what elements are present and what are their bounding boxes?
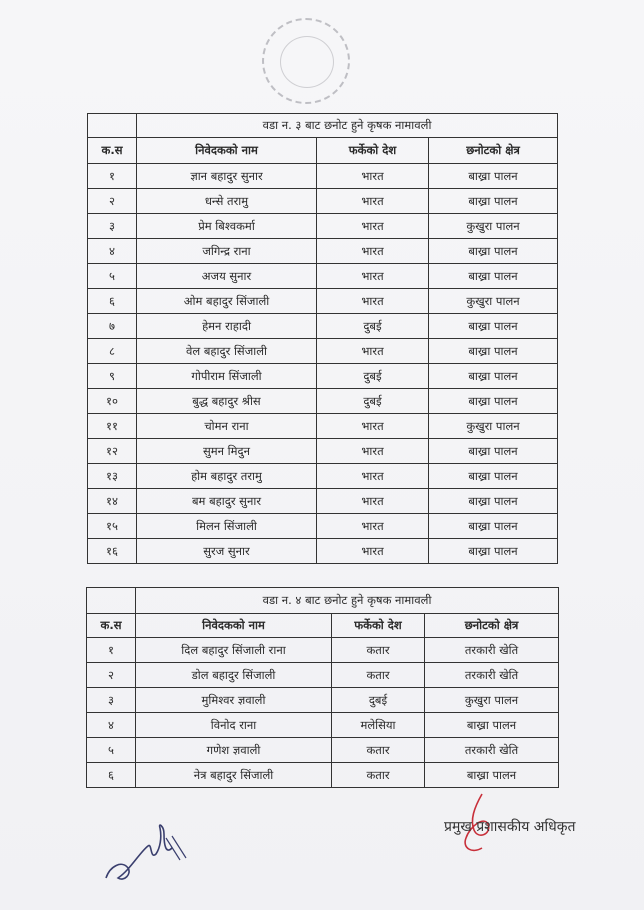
cell-applicant-name: जगिन्द्र राना [137,239,317,264]
cell-applicant-name: गोपीराम सिंजाली [137,364,317,389]
cell-selection-area: बाख्रा पालन [429,464,558,489]
cell-selection-area: बाख्रा पालन [425,763,559,788]
cell-returned-country: दुबई [317,364,429,389]
header-serial: क.स [87,614,136,638]
cell-returned-country: भारत [317,464,429,489]
cell-applicant-name: ज्ञान बहादुर सुनार [137,164,317,189]
cell-applicant-name: विनोद राना [136,713,332,738]
cell-applicant-name: नेत्र बहादुर सिंजाली [136,763,332,788]
cell-returned-country: दुबई [317,314,429,339]
chief-administrative-officer-label: प्रमुख प्रशासकीय अधिकृत [444,819,576,835]
cell-serial: १३ [88,464,137,489]
cell-returned-country: कतार [332,763,425,788]
cell-selection-area: बाख्रा पालन [429,489,558,514]
cell-applicant-name: दिल बहादुर सिंजाली राना [136,638,332,663]
cell-applicant-name: होम बहादुर तरामु [137,464,317,489]
cell-selection-area: बाख्रा पालन [429,239,558,264]
cell-returned-country: कतार [332,738,425,763]
table-row [88,189,558,214]
table-row [88,489,558,514]
cell-serial: ४ [88,239,137,264]
cell-selection-area: तरकारी खेति [425,638,559,663]
cell-applicant-name: गणेश ज्ञवाली [136,738,332,763]
cell-applicant-name: वेल बहादुर सिंजाली [137,339,317,364]
header-selection-area: छनोटको क्षेत्र [429,138,558,164]
table-row [88,389,558,414]
header-applicant-name: निवेदकको नाम [136,614,332,638]
cell-returned-country: भारत [317,439,429,464]
cell-returned-country: भारत [317,414,429,439]
cell-serial: २ [87,663,136,688]
table-title: वडा न. ३ बाट छनोट हुने कृषक नामावली [137,114,558,138]
cell-selection-area: बाख्रा पालन [429,389,558,414]
cell-serial: ८ [88,339,137,364]
cell-applicant-name: प्रेम बिश्वकर्मा [137,214,317,239]
ward-3-farmer-table [87,113,558,564]
cell-selection-area: बाख्रा पालन [429,264,558,289]
cell-selection-area: बाख्रा पालन [429,164,558,189]
cell-selection-area: बाख्रा पालन [425,713,559,738]
cell-returned-country: भारत [317,164,429,189]
cell-serial: ३ [87,688,136,713]
table-title-row [87,588,559,614]
table-corner-cell [88,114,137,138]
cell-selection-area: बाख्रा पालन [429,439,558,464]
cell-returned-country: भारत [317,264,429,289]
cell-serial: १ [87,638,136,663]
table-row [87,638,559,663]
cell-returned-country: भारत [317,514,429,539]
table-row [87,688,559,713]
cell-serial: १० [88,389,137,414]
header-selection-area: छनोटको क्षेत्र [425,614,559,638]
cell-applicant-name: ओम बहादुर सिंजाली [137,289,317,314]
cell-serial: १६ [88,539,137,564]
cell-returned-country: भारत [317,189,429,214]
cell-applicant-name: धन्से तरामु [137,189,317,214]
cell-selection-area: तरकारी खेति [425,663,559,688]
cell-applicant-name: अजय सुनार [137,264,317,289]
cell-selection-area: बाख्रा पालन [429,364,558,389]
header-returned-country: फर्केको देश [317,138,429,164]
cell-selection-area: कुखुरा पालन [425,688,559,713]
cell-returned-country: भारत [317,239,429,264]
left-signature [100,808,190,888]
table-row [88,439,558,464]
cell-applicant-name: डोल बहादुर सिंजाली [136,663,332,688]
cell-returned-country: भारत [317,539,429,564]
office-seal-stamp [262,18,350,104]
cell-applicant-name: बुद्ध बहादुर श्रीस [137,389,317,414]
cell-returned-country: भारत [317,489,429,514]
cell-selection-area: बाख्रा पालन [429,189,558,214]
cell-serial: ६ [87,763,136,788]
cell-applicant-name: चोमन राना [137,414,317,439]
cell-serial: ४ [87,713,136,738]
table-row [87,763,559,788]
cell-serial: ११ [88,414,137,439]
table-row [87,713,559,738]
cell-applicant-name: सुमन मिदुन [137,439,317,464]
cell-selection-area: कुखुरा पालन [429,214,558,239]
cell-serial: १४ [88,489,137,514]
table-row [87,663,559,688]
table-corner-cell [87,588,136,614]
cell-serial: ६ [88,289,137,314]
cell-serial: १५ [88,514,137,539]
table-title: वडा न. ४ बाट छनोट हुने कृषक नामावली [136,588,559,614]
table-row [88,364,558,389]
table-row [88,264,558,289]
table-row [88,164,558,189]
cell-selection-area: कुखुरा पालन [429,289,558,314]
table-row [88,289,558,314]
table-row [88,214,558,239]
cell-selection-area: बाख्रा पालन [429,339,558,364]
cell-returned-country: भारत [317,214,429,239]
cell-serial: १ [88,164,137,189]
cell-applicant-name: मिलन सिंजाली [137,514,317,539]
table-row [88,239,558,264]
cell-returned-country: भारत [317,289,429,314]
cell-applicant-name: सुरज सुनार [137,539,317,564]
header-returned-country: फर्केको देश [332,614,425,638]
cell-selection-area: तरकारी खेति [425,738,559,763]
cell-serial: ९ [88,364,137,389]
table-row [88,339,558,364]
cell-applicant-name: मुमिश्वर ज्ञवाली [136,688,332,713]
cell-selection-area: बाख्रा पालन [429,539,558,564]
table-row [87,738,559,763]
header-applicant-name: निवेदकको नाम [137,138,317,164]
cell-selection-area: बाख्रा पालन [429,314,558,339]
cell-serial: ५ [87,738,136,763]
cell-serial: ७ [88,314,137,339]
cell-serial: ३ [88,214,137,239]
table-row [88,539,558,564]
table-header-row [87,614,559,638]
table-row [88,514,558,539]
header-serial: क.स [88,138,137,164]
cell-serial: १२ [88,439,137,464]
cell-applicant-name: बम बहादुर सुनार [137,489,317,514]
cell-returned-country: कतार [332,663,425,688]
table-row [88,314,558,339]
cell-returned-country: दुबई [317,389,429,414]
table-title-row [88,114,558,138]
cell-serial: ५ [88,264,137,289]
cell-returned-country: भारत [317,339,429,364]
cell-serial: २ [88,189,137,214]
cell-selection-area: बाख्रा पालन [429,514,558,539]
table-row [88,414,558,439]
ward-4-farmer-table [86,587,559,788]
cell-returned-country: मलेसिया [332,713,425,738]
table-header-row [88,138,558,164]
cell-returned-country: कतार [332,638,425,663]
cell-applicant-name: हेमन राहादी [137,314,317,339]
cell-returned-country: दुबई [332,688,425,713]
table-row [88,464,558,489]
cell-selection-area: कुखुरा पालन [429,414,558,439]
